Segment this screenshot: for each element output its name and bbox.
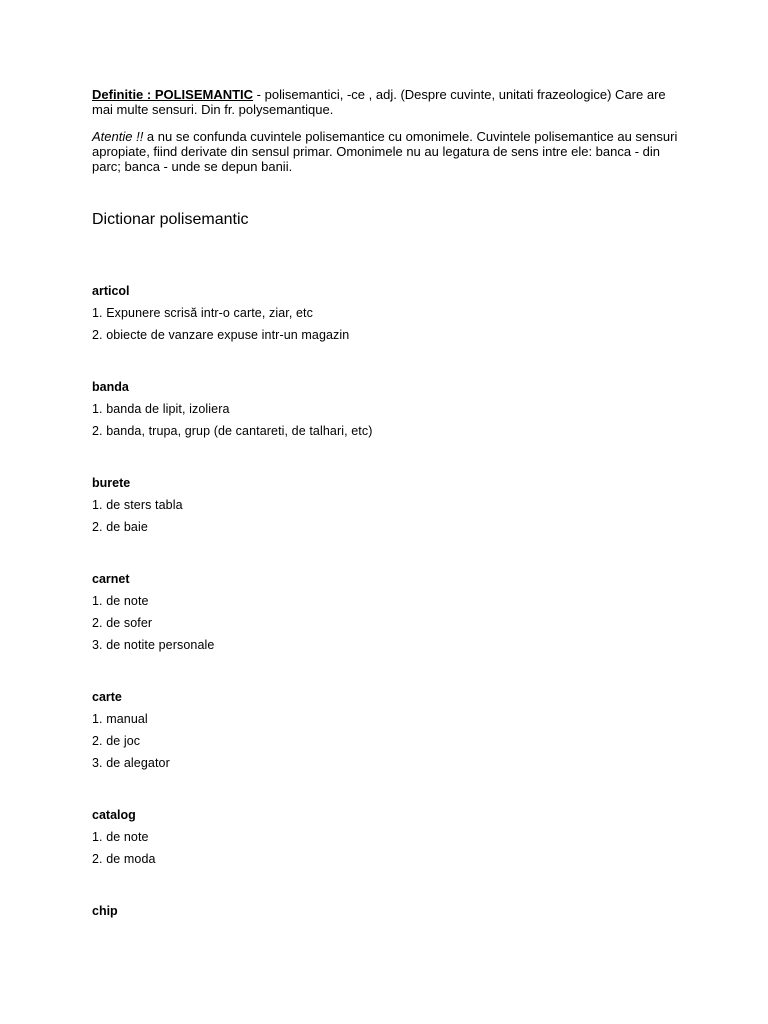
entry-sense: 3. de alegator [92,756,170,770]
definition-paragraph [92,87,682,117]
entry-sense: 2. banda, trupa, grup (de cantareti, de talhari, etc) [92,424,373,438]
dictionary-entry [92,806,692,872]
definition-label: Definitie : POLISEMANTIC [92,87,254,102]
dictionary-entries [92,282,692,954]
dictionary-entry [92,378,692,444]
entry-headword: banda [92,380,129,394]
entry-sense: 1. banda de lipit, izoliera [92,402,230,416]
entry-headword: articol [92,284,130,298]
dictionary-entry [92,570,692,658]
entry-sense: 2. de sofer [92,616,153,630]
dictionary-entry [92,688,692,776]
entry-headword: catalog [92,808,136,822]
entry-sense: 2. de moda [92,852,156,866]
entry-sense: 1. de sters tabla [92,498,183,512]
entry-headword: chip [92,904,118,918]
dictionary-entry [92,902,692,924]
entry-sense: 2. de baie [92,520,148,534]
dictionary-title: Dictionar polisemantic [92,211,249,228]
entry-sense: 1. manual [92,712,148,726]
entry-sense: 1. de note [92,830,149,844]
entry-sense: 2. obiecte de vanzare expuse intr-un magazin [92,328,350,342]
warning-label: Atentie !! [92,129,144,144]
entry-sense: 1. de note [92,594,149,608]
entry-headword: carte [92,690,122,704]
dictionary-entry [92,474,692,540]
entry-sense: 3. de notite personale [92,638,215,652]
warning-text: a nu se confunda cuvintele polisemantice cu omonimele. Cuvintele polisemantice au sensuri apropiate, fiind derivate din sensul primar. Omonimele nu au legatura de sens intre ele: banca - din parc; banca - unde se depun banii. [92,129,678,174]
entry-headword: burete [92,476,131,490]
dictionary-entry [92,282,692,348]
entry-sense: 2. de joc [92,734,141,748]
definition-text: - polisemantici, -ce , adj. (Despre cuvinte, unitati frazeologice) Care are mai multe sensuri. Din fr. polysemantique. [92,87,666,117]
entry-headword: carnet [92,572,130,586]
entry-sense: 1. Expunere scrisă intr-o carte, ziar, etc [92,306,313,320]
warning-paragraph [92,129,682,174]
